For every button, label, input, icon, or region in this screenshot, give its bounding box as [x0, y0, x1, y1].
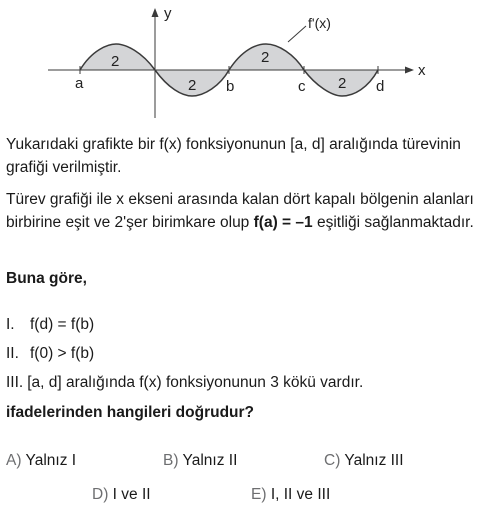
prompt-text: Buna göre,: [6, 270, 87, 287]
statement-3: [6, 373, 363, 393]
choice-b[interactable]: [163, 451, 237, 471]
point-label-a: a: [75, 75, 84, 92]
choice-d-letter: D): [92, 486, 109, 503]
choice-a-text: Yalnız I: [25, 452, 77, 469]
statement-2: [6, 344, 94, 364]
choice-e[interactable]: [251, 485, 330, 505]
description-part-1: Türev grafiği ile x ekseni arasında kalan dört kapalı bölgenin alanları birbirine eşit ve 2'şer birimkare olup: [6, 191, 474, 231]
choice-d[interactable]: [92, 485, 151, 505]
intro-text: Yukarıdaki grafikte bir f(x) fonksiyonunun [a, d] aralığında türevinin grafiği verilmiştir.: [6, 136, 461, 176]
choice-e-text: I, II ve III: [270, 486, 331, 503]
description-text: [6, 189, 484, 234]
choice-a-letter: A): [6, 452, 22, 469]
derivative-graph: [0, 0, 488, 125]
ask-text: ifadelerinden hangileri doğrudur?: [6, 404, 255, 421]
curve-label: f'(x): [308, 15, 331, 31]
x-axis-label: x: [418, 62, 426, 79]
statement-3-number: III.: [6, 374, 24, 391]
description-condition: f(a) = –1: [253, 213, 313, 231]
statement-1-number: I.: [6, 316, 15, 333]
region-3-label: 2: [261, 49, 270, 66]
region-2-label: 2: [188, 77, 197, 94]
choice-e-letter: E): [251, 486, 267, 503]
point-label-c: c: [298, 78, 306, 95]
choice-a[interactable]: [6, 451, 76, 471]
statement-2-text: f(0) > f(b): [30, 345, 95, 362]
choice-c-text: Yalnız III: [344, 452, 404, 469]
choice-b-letter: B): [163, 452, 179, 469]
x-axis-arrow-icon: [405, 67, 414, 74]
region-1-label: 2: [111, 53, 120, 70]
region-4-label: 2: [338, 75, 347, 92]
statement-1: [6, 315, 94, 335]
y-axis-label: y: [164, 5, 172, 22]
choice-d-text: I ve II: [112, 486, 151, 503]
point-label-d: d: [376, 78, 385, 95]
curve-label-leader: [288, 26, 306, 42]
y-axis-arrow-icon: [152, 8, 159, 17]
statement-3-text: [a, d] aralığında f(x) fonksiyonunun 3 kökü vardır.: [27, 374, 364, 391]
description-part-2: eşitliği sağlanmaktadır.: [312, 213, 474, 231]
choice-b-text: Yalnız II: [182, 452, 238, 469]
choice-c-letter: C): [324, 452, 341, 469]
statement-1-text: f(d) = f(b): [30, 316, 95, 333]
statement-2-number: II.: [6, 345, 19, 362]
choice-c[interactable]: [324, 451, 404, 471]
point-label-b: b: [226, 78, 235, 95]
